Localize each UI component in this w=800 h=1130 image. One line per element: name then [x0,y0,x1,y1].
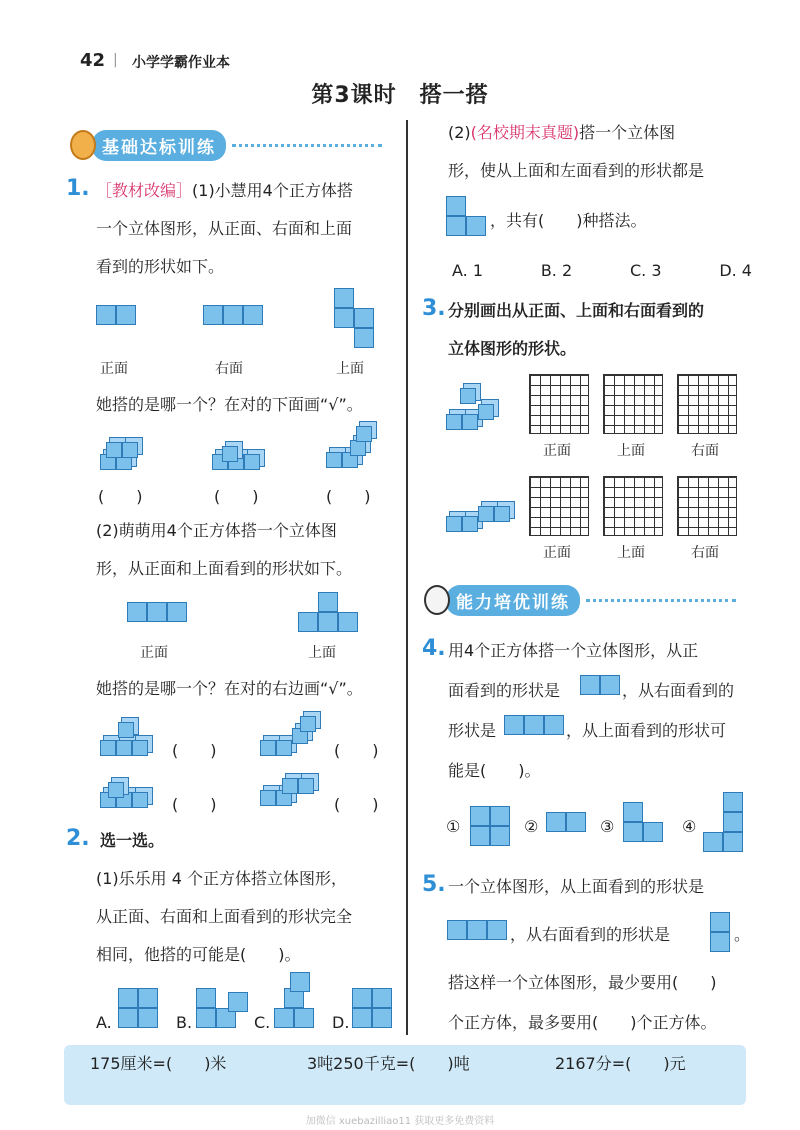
conversion-item[interactable]: 2167分=( )元 [555,1054,686,1073]
drawing-grid[interactable] [677,476,737,536]
cube [108,782,124,798]
q3-text [448,298,748,362]
option-label[interactable]: ② [524,817,539,836]
square [138,988,158,1008]
square [290,972,310,992]
cube [446,516,462,532]
choice[interactable]: B. 2 [540,261,573,280]
cube [260,740,276,756]
square [623,802,643,822]
view-label: 右面 [691,443,719,459]
cube [326,452,342,468]
footer-watermark: 加微信 xuebazilliao11 获取更多免费资料 [305,1116,495,1127]
drawing-grid[interactable] [529,476,589,536]
banner-dots [586,599,736,602]
square [643,822,663,842]
solid-option [260,712,330,762]
question-4 [422,636,446,661]
q4-line: ，从右面看到的 [622,681,735,700]
q4-line: 用4个正方体搭一个立体图形，从正 [448,641,699,660]
question-3 [422,296,446,321]
banner-dots [232,144,382,147]
answer-blank[interactable]: ( ) [214,487,259,506]
cube [356,426,372,442]
square [318,612,338,632]
answer-blank[interactable]: ( ) [326,487,371,506]
square [118,988,138,1008]
square [354,328,374,348]
question-number: 4. [422,636,446,661]
view-label: 正面 [543,545,571,561]
cube [260,790,276,806]
option-label[interactable]: ③ [600,817,615,836]
q4-line: ，从上面看到的形状可 [566,721,727,740]
q2-line: 相同，他搭的可能是( )。 [96,945,301,964]
square [623,822,643,842]
square [138,1008,158,1028]
cube [494,506,510,522]
cube [350,440,366,456]
q1-line: (1)小慧用4个正方体搭 [192,181,353,200]
square [196,988,216,1008]
square [546,812,566,832]
cube [478,506,494,522]
header-separator: | [113,52,118,68]
question-number: 1. [66,176,90,201]
q1-text [96,178,401,280]
question-number: 5. [422,872,446,897]
square [467,920,487,940]
cube [132,792,148,808]
cube [132,740,148,756]
square [354,308,374,328]
solid-option [326,422,386,474]
cube [116,740,132,756]
q2-part-prefix: (2) [448,123,471,142]
square [372,988,392,1008]
square [127,602,147,622]
q1-line: (2)萌萌用4个正方体搭一个立体图 [96,521,337,540]
square [580,675,600,695]
q2-choices [452,258,752,284]
square [96,305,116,325]
square [228,992,248,1012]
question-2 [66,826,90,851]
q1-ask1: 她搭的是哪一个？在对的下面画“√”。 [96,395,363,414]
square [723,812,743,832]
panda-mascot-icon [424,585,450,615]
square [490,826,510,846]
cube [478,404,494,420]
square [203,305,223,325]
q2-part2 [448,120,748,184]
cube [462,516,478,532]
square [334,308,354,328]
cat-mascot-icon [70,130,96,160]
square [318,592,338,612]
view-label: 正面 [543,443,571,459]
tag-exam: (名校期末真题) [470,123,580,142]
cube [118,722,134,738]
q1-ask2: 她搭的是哪一个？在对的右边画“√”。 [96,679,363,698]
conversion-item[interactable]: 3吨250千克=( )吨 [307,1054,470,1073]
q5-line: 搭这样一个立体图形，最少要用( ) [448,973,717,992]
option-label: B. [176,1013,193,1032]
square [487,920,507,940]
q1-part2 [96,518,401,582]
q4-line: 能是( )。 [448,761,541,780]
question-number: 2. [66,826,90,851]
answer-blank[interactable]: ( ) [334,795,379,814]
q2-line: 从正面、右面和上面看到的形状完全 [96,907,353,926]
section-banner-basic [70,130,382,160]
choice[interactable]: C. 3 [629,261,662,280]
column-divider [406,120,408,1035]
view-label: 上面 [336,361,364,377]
question-1 [66,176,90,201]
option-label[interactable]: ① [446,817,461,836]
view-label: 上面 [308,645,336,661]
square [723,832,743,852]
view-label: 上面 [617,443,645,459]
drawing-grid[interactable] [677,374,737,434]
q5-line: ，从右面看到的形状是 [510,925,671,944]
q1-line: 看到的形状如下。 [96,257,225,276]
square [470,826,490,846]
square [243,305,263,325]
drawing-grid[interactable] [529,374,589,434]
option-label[interactable]: ④ [682,817,697,836]
cube [462,414,478,430]
view-label: 正面 [140,645,168,661]
square [504,715,524,735]
q2-line: 形，使从上面和左面看到的形状都是 [448,161,705,180]
q2-line: 搭一个立体图 [579,123,676,142]
book-title: 小学学霸作业本 [132,55,230,71]
lesson-title: 第3课时 搭一搭 [311,83,489,108]
square [372,1008,392,1028]
option-label: D. [332,1013,350,1032]
square [470,806,490,826]
square [710,912,730,932]
answer-blank[interactable]: ( ) [172,795,217,814]
answer-blank[interactable]: ( ) [172,741,217,760]
square [446,196,466,216]
q4-line: 形状是 [448,721,497,740]
option-label: A. [96,1013,112,1032]
view-label: 上面 [617,545,645,561]
q2-line: (1)乐乐用 4 个正方体搭立体图形， [96,869,348,888]
q2-part1 [96,866,401,968]
cube [298,778,314,794]
square [196,1008,216,1028]
square [334,288,354,308]
tag-textbook: ［教材改编］ [96,181,193,200]
q4-line: 面看到的形状是 [448,681,561,700]
solid-option [100,430,160,475]
q3-solid-2 [446,496,521,536]
cube [100,740,116,756]
solid-option [100,772,170,812]
answer-blank[interactable]: ( ) [334,741,379,760]
square [167,602,187,622]
view-label: 正面 [100,361,128,377]
square [447,920,467,940]
drawing-grid[interactable] [603,374,663,434]
cube [300,716,316,732]
q5-line: 。 [734,925,751,944]
square [600,675,620,695]
option-label: C. [254,1013,271,1032]
q2-line: ，共有( )种搭法。 [490,211,647,230]
square [338,612,358,632]
q1-line: 形，从正面和上面看到的形状如下。 [96,559,353,578]
answer-blank[interactable]: ( ) [98,487,143,506]
question-number: 3. [422,296,446,321]
square [298,612,318,632]
square [352,988,372,1008]
section-label-advanced: 能力培优训练 [446,585,580,616]
cube [282,778,298,794]
choice[interactable]: A. 1 [452,261,484,280]
cube [106,442,122,458]
solid-option [260,772,330,812]
view-label: 右面 [215,361,243,377]
cube [222,446,238,462]
conversion-strip [64,1045,746,1105]
solid-option [100,712,170,762]
square [703,832,723,852]
q3-solid-1 [446,378,506,433]
section-label-basic: 基础达标训练 [92,130,226,161]
square [352,1008,372,1028]
drawing-grid[interactable] [603,476,663,536]
q5-line: 一个立体图形，从上面看到的形状是 [448,877,705,896]
view-label: 右面 [691,545,719,561]
square [294,1008,314,1028]
cube [244,454,260,470]
choice[interactable]: D. 4 [719,261,752,280]
cube [460,388,476,404]
solid-option [212,430,277,475]
square [566,812,586,832]
q3-line: 分别画出从正面、上面和右面看到的 [448,301,705,320]
square [118,1008,138,1028]
cube [276,740,292,756]
square [274,1008,294,1028]
square [147,602,167,622]
square [446,216,466,236]
square [466,216,486,236]
square [116,305,136,325]
square [223,305,243,325]
square [524,715,544,735]
square [710,932,730,952]
conversion-item[interactable]: 175厘米=( )米 [90,1054,227,1073]
question-5 [422,872,446,897]
q3-line: 立体图形的形状。 [448,339,577,358]
cube [122,442,138,458]
q5-line: 个正方体，最多要用( )个正方体。 [448,1013,717,1032]
q1-line: 一个立体图形，从正面、右面和上面 [96,219,353,238]
section-banner-advanced [424,585,736,615]
square [544,715,564,735]
square [723,792,743,812]
q2-title: 选一选。 [100,831,165,850]
page-number: 42 [80,50,106,71]
square [490,806,510,826]
cube [446,414,462,430]
